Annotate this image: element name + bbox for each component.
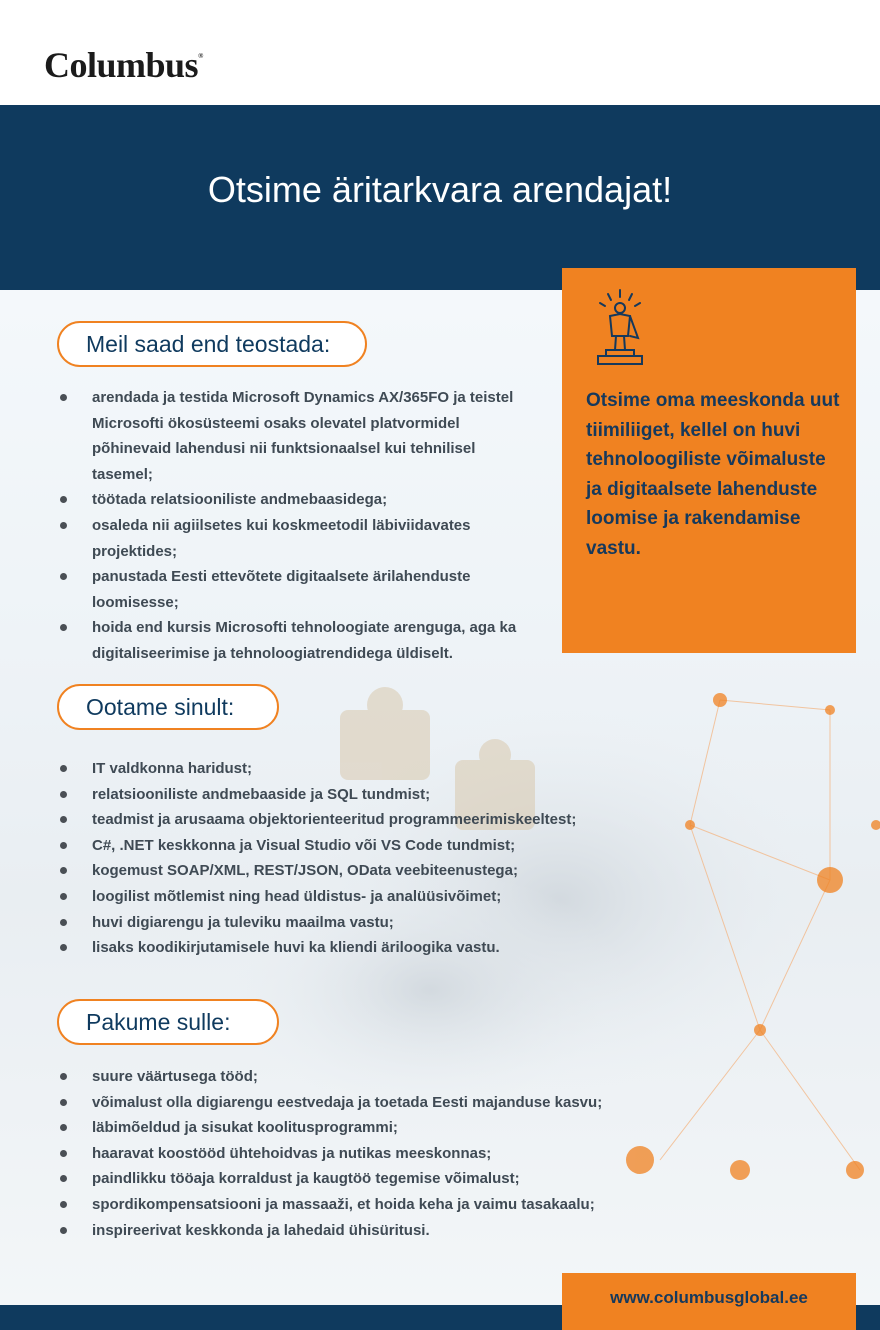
- callout-box: [562, 268, 856, 653]
- list-item: läbimõeldud ja sisukat koolitusprogrammi;: [58, 1115, 678, 1141]
- list-item: töötada relatsiooniliste andmebaasidega;: [58, 487, 538, 513]
- list-item: kogemust SOAP/XML, REST/JSON, OData veebiteenustega;: [58, 858, 658, 884]
- callout-text: Otsime oma meeskonda uut tiimiliiget, kellel on huvi tehnoloogiliste võimaluste ja digitaalsete lahenduste loomise ja rakendamise vastu.: [586, 390, 840, 559]
- realize-list: [58, 385, 538, 667]
- list-item: haaravat koostööd ühtehoidvas ja nutikas meeskonnas;: [58, 1141, 678, 1167]
- list-item: panustada Eesti ettevõtete digitaalsete ärilahenduste loomisesse;: [58, 564, 538, 615]
- registered-mark: ®: [198, 52, 203, 60]
- list-item: lisaks koodikirjutamisele huvi ka kliendi äriloogika vastu.: [58, 935, 658, 961]
- columbus-logo: [44, 44, 203, 86]
- list-item: C#, .NET keskkonna ja Visual Studio või VS Code tundmist;: [58, 833, 658, 859]
- expect-list: [58, 756, 658, 961]
- list-item: paindlikku tööaja korraldust ja kaugtöö tegemise võimalust;: [58, 1166, 678, 1192]
- logo-text: Columbus: [44, 45, 199, 85]
- list-item: suure väärtusega tööd;: [58, 1064, 678, 1090]
- list-item: relatsiooniliste andmebaaside ja SQL tundmist;: [58, 782, 658, 808]
- title-banner: [0, 105, 880, 290]
- list-item: osaleda nii agiilsetes kui koskmeetodil läbiviidavates projektides;: [58, 513, 538, 564]
- hero-icon: [590, 288, 650, 368]
- list-item: arendada ja testida Microsoft Dynamics AX/365FO ja teistel Microsofti ökosüsteemi osaks olevatel platvormidel põhinevaid lahendusi nii funktsionaalsel kui tehnilisel tasemel;: [58, 385, 538, 487]
- list-item: teadmist ja arusaama objektorienteeritud programmeerimiskeeltest;: [58, 807, 658, 833]
- list-item: IT valdkonna haridust;: [58, 756, 658, 782]
- page-title: Otsime äritarkvara arendajat!: [207, 169, 673, 210]
- list-item: võimalust olla digiarengu eestvedaja ja toetada Eesti majanduse kasvu;: [58, 1090, 678, 1116]
- list-item: spordikompensatsiooni ja massaaži, et hoida keha ja vaimu tasakaalu;: [58, 1192, 678, 1218]
- website-link[interactable]: www.columbusglobal.ee: [562, 1273, 856, 1330]
- section-heading-realize: Meil saad end teostada:: [57, 321, 367, 367]
- list-item: huvi digiarengu ja tuleviku maailma vastu;: [58, 910, 658, 936]
- section-heading-offer: Pakume sulle:: [57, 999, 279, 1045]
- list-item: hoida end kursis Microsofti tehnoloogiate arenguga, aga ka digitaliseerimise ja tehnoloogiatrendidega üldiselt.: [58, 615, 538, 666]
- section-heading-expect: Ootame sinult:: [57, 684, 279, 730]
- offer-list: [58, 1064, 678, 1243]
- list-item: inspireerivat keskkonda ja lahedaid ühisüritusi.: [58, 1218, 678, 1244]
- list-item: loogilist mõtlemist ning head üldistus- ja analüüsivõimet;: [58, 884, 658, 910]
